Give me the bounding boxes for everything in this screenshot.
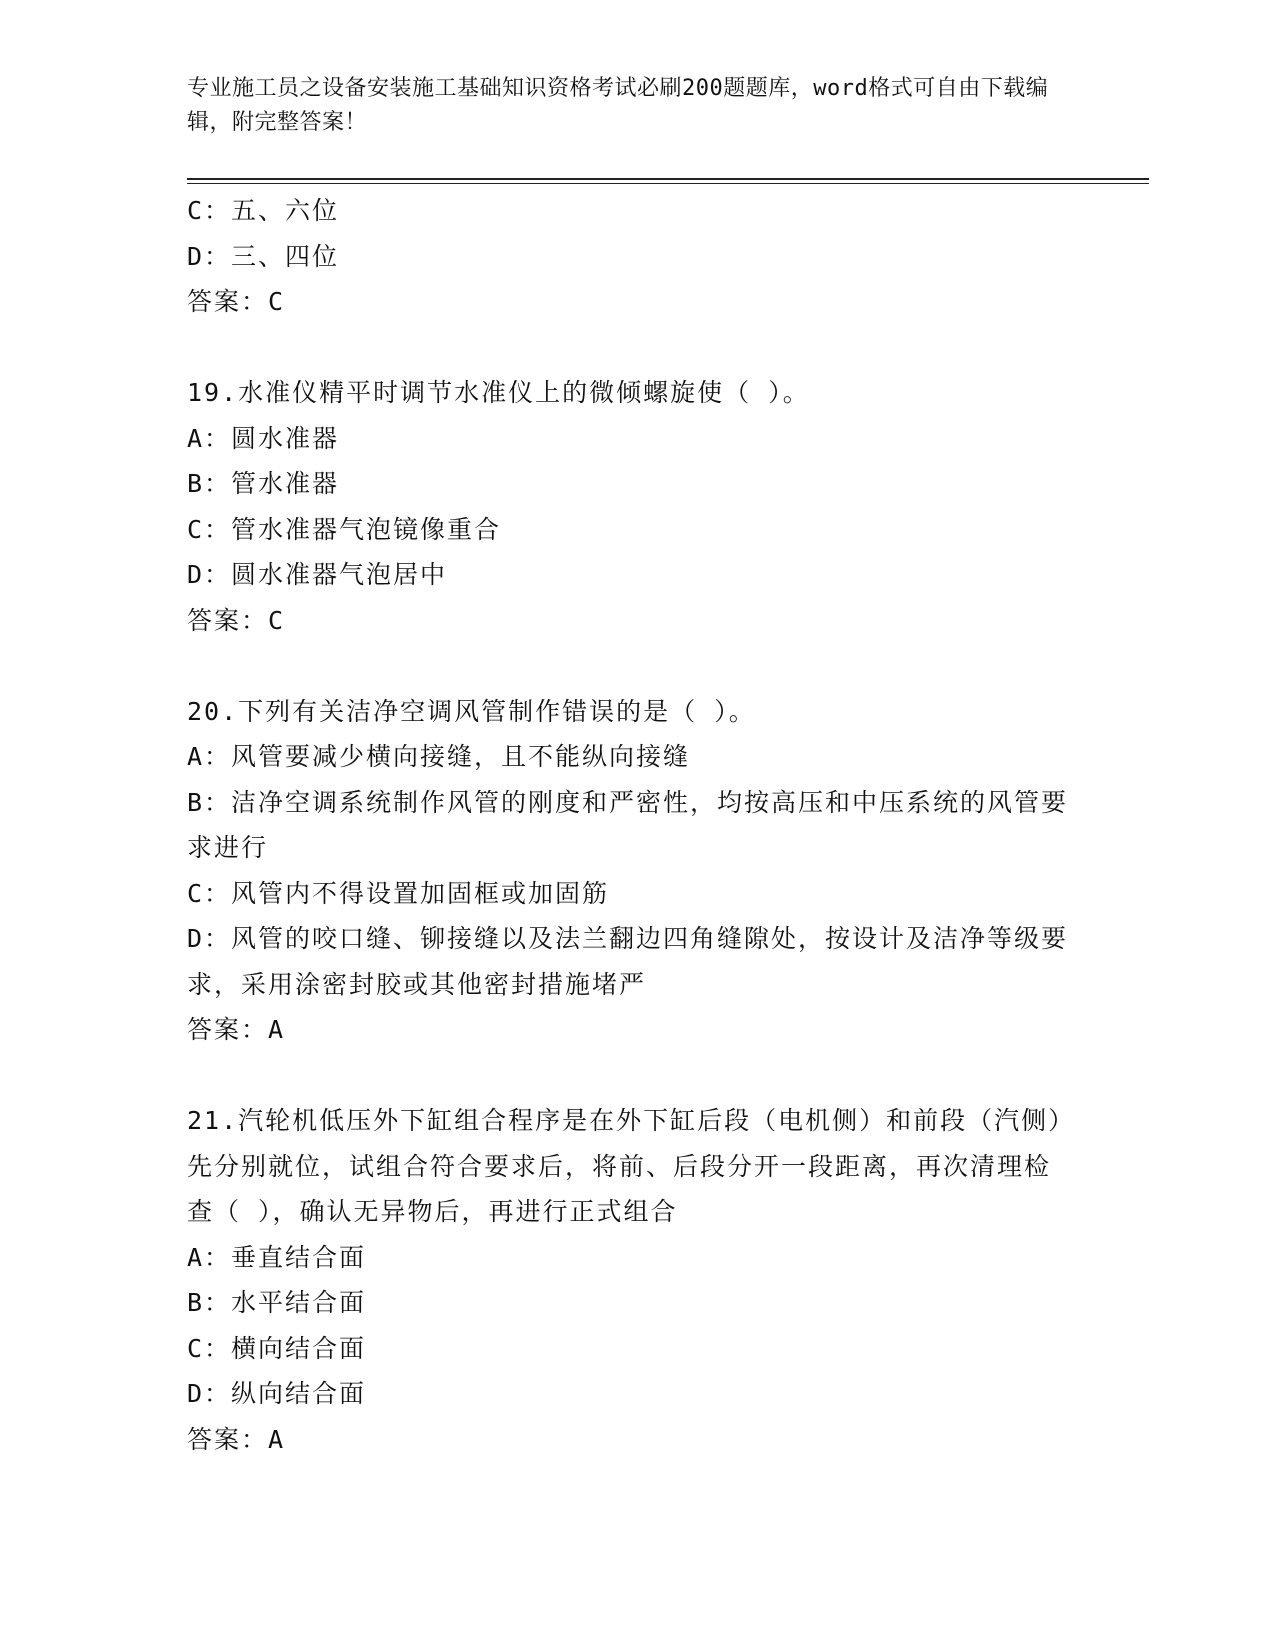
option-c: C：管水准器气泡镜像重合: [187, 514, 502, 544]
option-c: C：风管内不得设置加固框或加固筋: [187, 878, 610, 908]
option-b: B：管水准器: [187, 469, 340, 498]
header-divider-thick: [187, 178, 1149, 180]
header-divider-thin: [187, 183, 1149, 184]
option-a: A：垂直结合面: [187, 1242, 367, 1272]
question-stem: 19.水准仪精平时调节水准仪上的微倾螺旋使（ ）。: [187, 378, 810, 407]
option-b: B：水平结合面: [187, 1288, 367, 1317]
option-d: D：纵向结合面: [187, 1379, 367, 1408]
option-d: D：三、四位: [187, 241, 340, 271]
option-c: C：横向结合面: [187, 1333, 367, 1363]
option-d: D：圆水准器气泡居中: [187, 560, 448, 589]
option-a: A：风管要减少横向接缝，且不能纵向接缝: [187, 742, 691, 771]
option-b: B：洁净空调系统制作风管的刚度和严密性，均按高压和中压系统的风管要求进行: [187, 787, 1069, 862]
question-20: [187, 689, 1087, 1053]
option-a: A：圆水准器: [187, 423, 340, 453]
question-21: [187, 1098, 1087, 1462]
option-c: C：五、六位: [187, 196, 340, 225]
question-stem: 21.汽轮机低压外下缸组合程序是在外下缸后段（电机侧）和前段（汽侧）先分别就位，试组合符合要求后，将前、后段分开一段距离，再次清理检查（ ），确认无异物后，再进行正式组合: [187, 1106, 1076, 1226]
answer-line: 答案：C: [187, 605, 286, 635]
answer-line: 答案：C: [187, 287, 286, 316]
question-stem: 20.下列有关洁净空调风管制作错误的是（ ）。: [187, 696, 756, 726]
question-19: [187, 370, 1087, 643]
option-d: D：风管的咬口缝、铆接缝以及法兰翻边四角缝隙处，按设计及洁净等级要求，采用涂密封胶或其他密封措施堵严: [187, 924, 1069, 999]
document-header: 专业施工员之设备安装施工基础知识资格考试必刷200题题库，word格式可自由下载编辑，附完整答案！: [187, 76, 1049, 135]
answer-line: 答案：A: [187, 1015, 286, 1044]
question-list: [187, 188, 1087, 1462]
answer-line: 答案：A: [187, 1424, 286, 1454]
previous-question-tail: [187, 188, 1087, 325]
